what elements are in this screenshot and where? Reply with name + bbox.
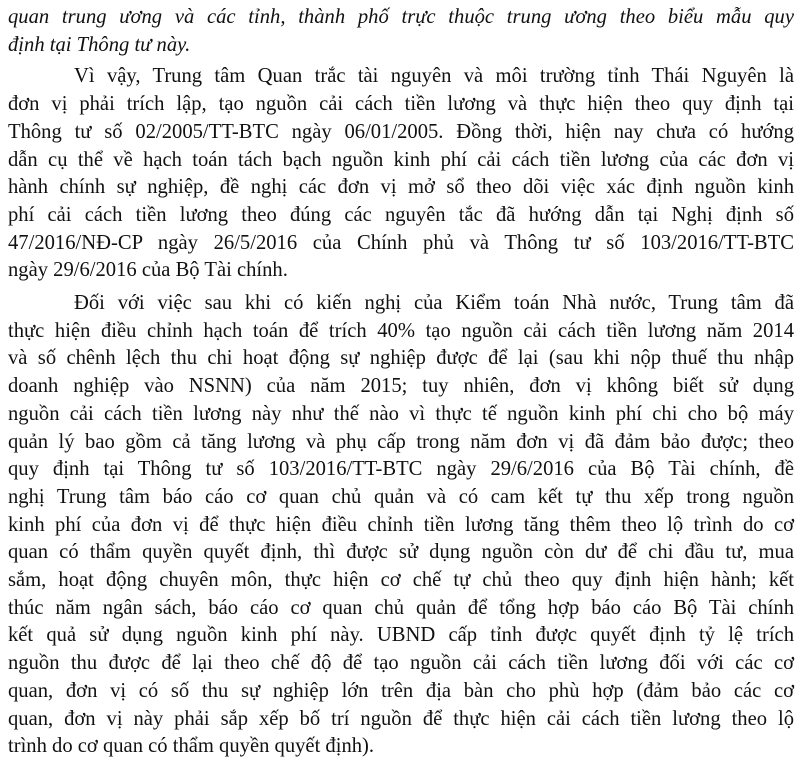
text-line: và số chênh lệch thu chi hoạt động sự nghiệp được để lại (sau khi nộp thuế thu nhập bbox=[8, 347, 794, 370]
text-line: ngày 29/6/2016 của Bộ Tài chính. bbox=[8, 259, 288, 282]
paragraph-2 bbox=[8, 290, 794, 761]
text-line: quan, đơn vị này phải sắp xếp bố trí nguồn để thực hiện cải cách tiền lương theo lộ bbox=[8, 707, 794, 730]
text-line: trình do cơ quan có thẩm quyền quyết định). bbox=[8, 735, 375, 758]
text-line: đơn vị phải trích lập, tạo nguồn cải cách tiền lương và thực hiện theo quy định tại bbox=[8, 93, 794, 116]
text-line: quan, đơn vị có số thu sự nghiệp lớn trên địa bàn cho phù hợp (đảm bảo các cơ bbox=[8, 679, 794, 702]
text-line: Đối với việc sau khi có kiến nghị của Kiểm toán Nhà nước, Trung tâm đã bbox=[74, 292, 794, 315]
text-line: nguồn thu được để lại theo chế độ để tạo nguồn cải cách tiền lương đối với các cơ bbox=[8, 652, 794, 675]
text-line: nguồn cải cách tiền lương này như thế nào vì thực tế nguồn kinh phí chi cho bộ máy bbox=[8, 402, 794, 425]
paragraph-1 bbox=[8, 63, 794, 285]
text-line: kết quả sử dụng nguồn kinh phí này. UBND cấp tỉnh được quyết định tỷ lệ trích bbox=[8, 624, 794, 647]
text-line: thúc năm ngân sách, báo cáo cơ quan chủ quản để tổng hợp báo cáo Bộ Tài chính bbox=[8, 596, 794, 619]
text-line: quan có thẩm quyền quyết định, thì được sử dụng nguồn còn dư để chi đầu tư, mua bbox=[8, 541, 794, 564]
text-line: doanh nghiệp vào NSNN) của năm 2015; tuy nhiên, đơn vị không biết sử dụng bbox=[8, 375, 794, 398]
text-line: thực hiện điều chỉnh hạch toán để trích 40% tạo nguồn cải cách tiền lương năm 2014 bbox=[8, 319, 794, 342]
text-line: định tại Thông tư này. bbox=[8, 33, 191, 56]
text-line: dẫn cụ thể về hạch toán tách bạch nguồn kinh phí cải cách tiền lương của các đơn vị bbox=[8, 148, 794, 171]
document-body bbox=[8, 4, 794, 761]
text-line: quản lý bao gồm cả tăng lương và phụ cấp trong năm đơn vị đã đảm bảo được; theo bbox=[8, 430, 794, 453]
text-line: kinh phí của đơn vị để thực hiện điều chỉnh tiền lương tăng thêm theo lộ trình do cơ bbox=[8, 513, 794, 536]
text-line: nghị Trung tâm báo cáo cơ quan chủ quản và có cam kết tự thu xếp trong nguồn bbox=[8, 485, 794, 508]
text-line: sắm, hoạt động chuyên môn, thực hiện cơ chế tự chủ theo quy định hiện hành; kết bbox=[8, 569, 794, 592]
text-line: quan trung ương và các tỉnh, thành phố trực thuộc trung ương theo biểu mẫu quy bbox=[8, 6, 794, 28]
text-line: 47/2016/NĐ-CP ngày 26/5/2016 của Chính phủ và Thông tư số 103/2016/TT-BTC bbox=[8, 231, 794, 254]
text-line: quy định tại Thông tư số 103/2016/TT-BTC ngày 29/6/2016 của Bộ Tài chính, đề bbox=[8, 458, 794, 481]
intro-paragraph bbox=[8, 4, 794, 59]
text-line: Vì vậy, Trung tâm Quan trắc tài nguyên và môi trường tỉnh Thái Nguyên là bbox=[74, 65, 794, 88]
text-line: Thông tư số 02/2005/TT-BTC ngày 06/01/2005. Đồng thời, hiện nay chưa có hướng bbox=[8, 120, 794, 143]
text-line: hành chính sự nghiệp, đề nghị các đơn vị mở sổ theo dõi việc xác định nguồn kinh bbox=[8, 176, 794, 199]
text-line: phí cải cách tiền lương theo đúng các nguyên tắc đã hướng dẫn tại Nghị định số bbox=[8, 203, 794, 226]
